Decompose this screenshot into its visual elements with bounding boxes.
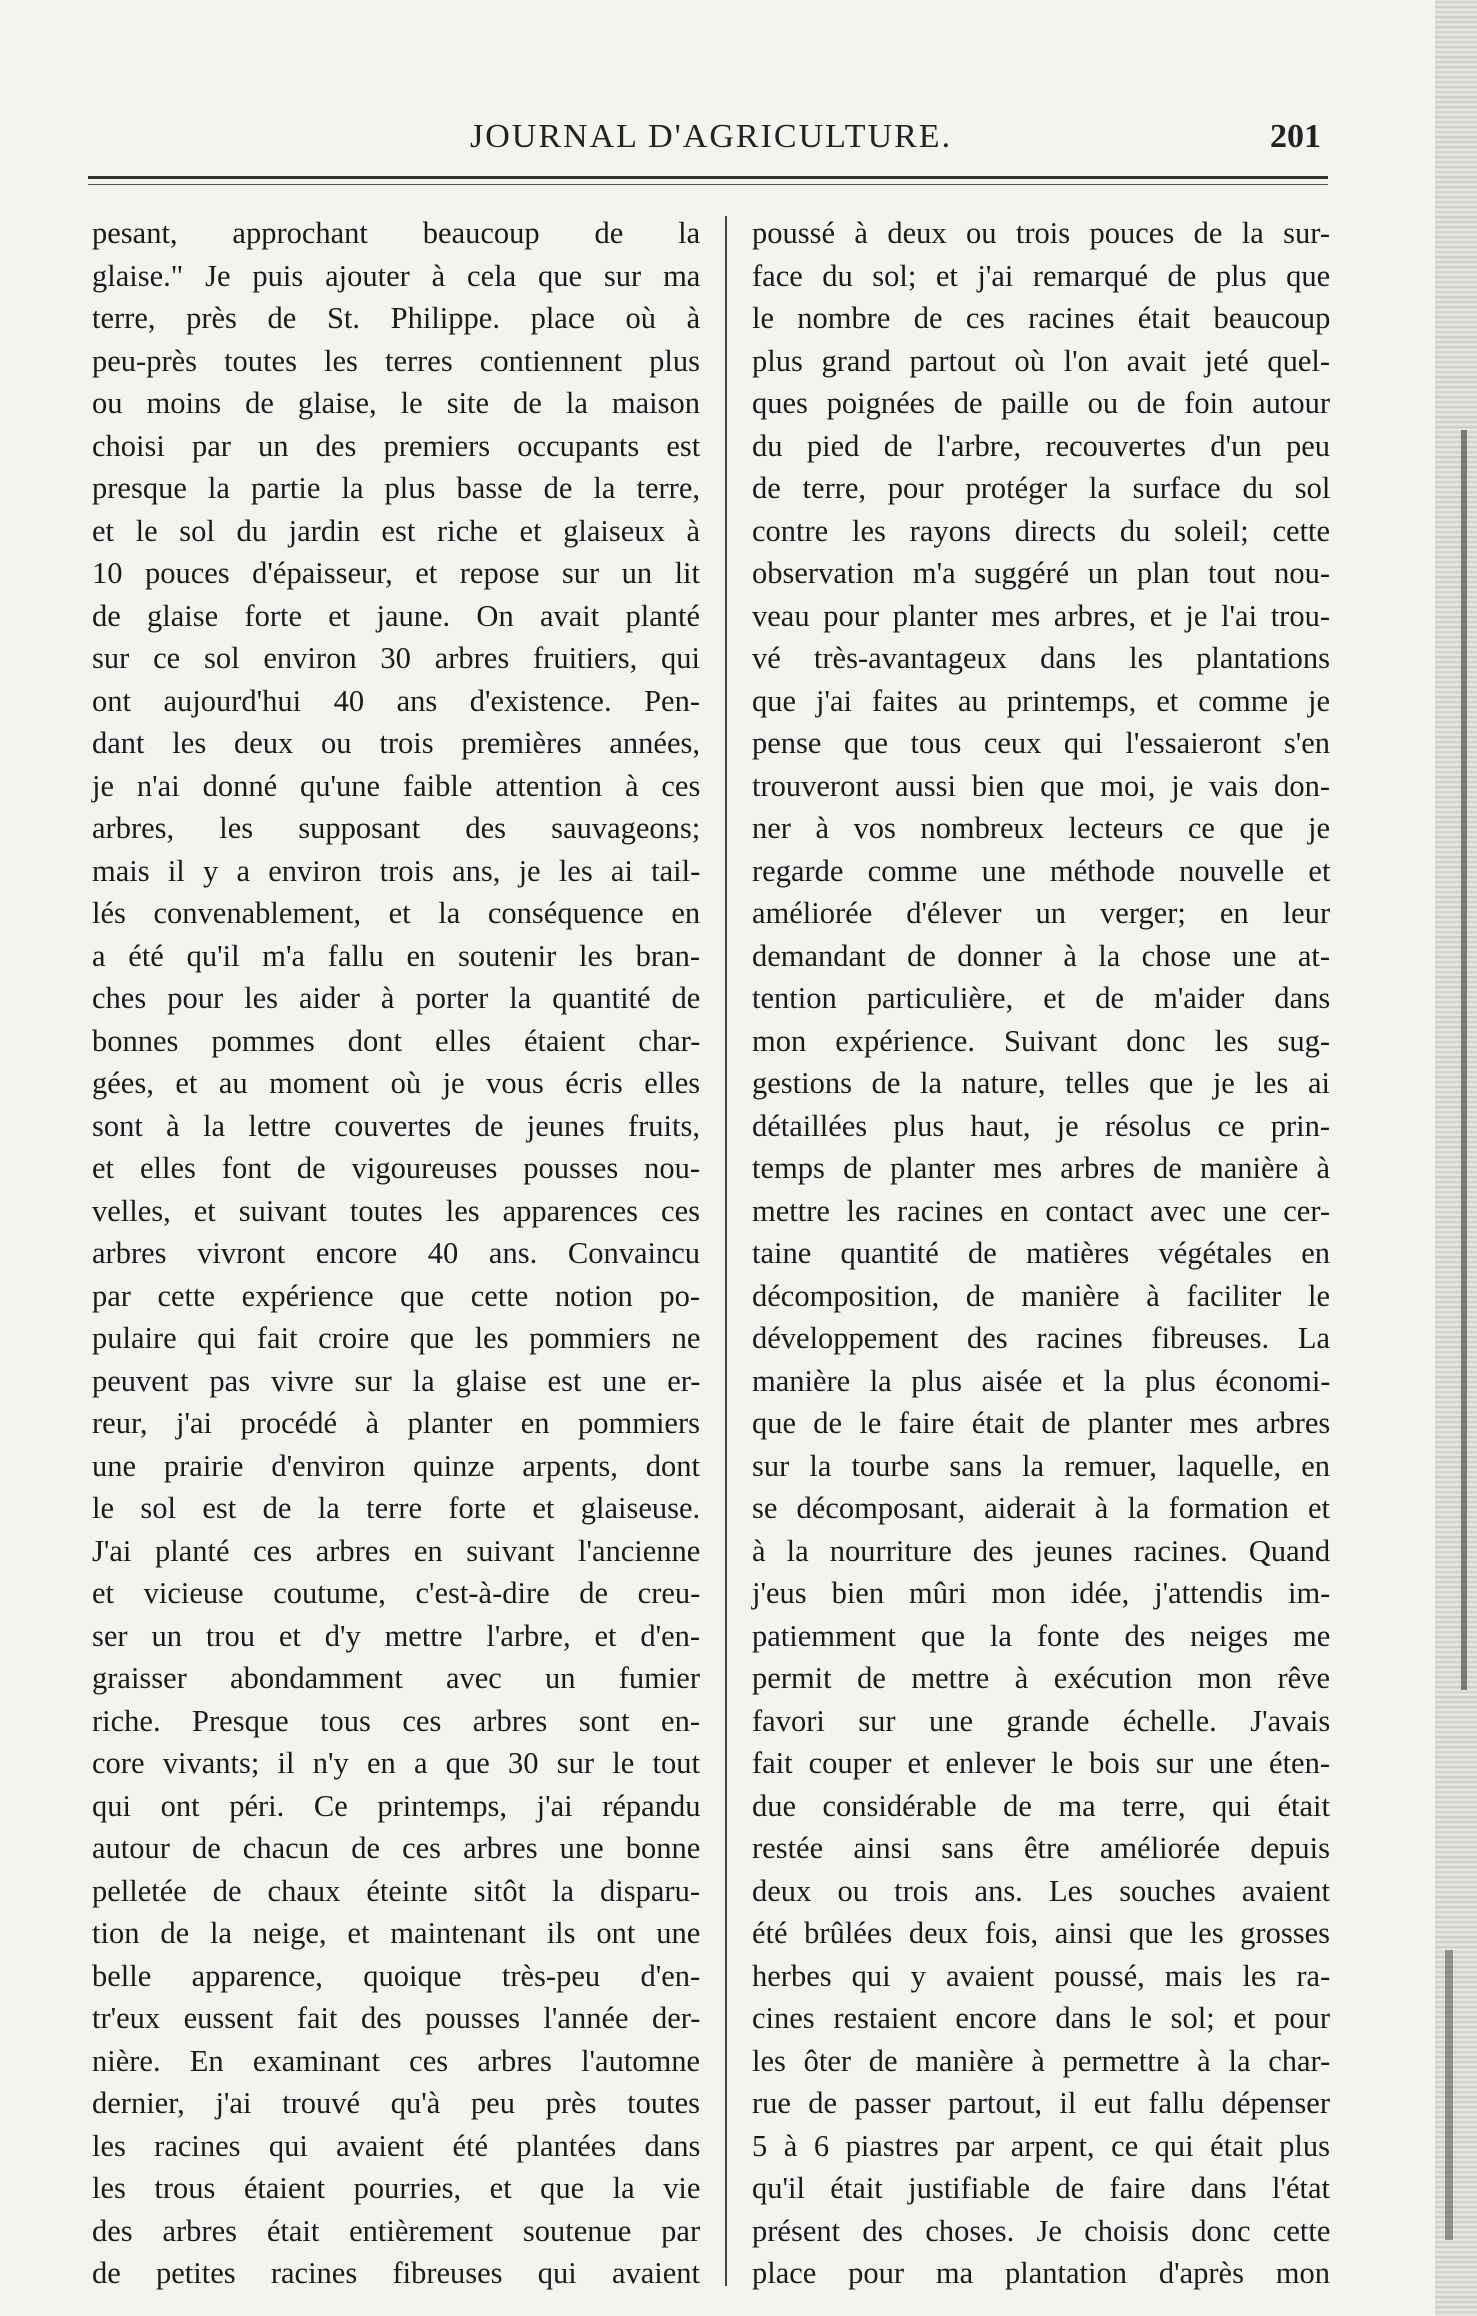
text-line: regarde comme une méthode nouvelle et [752,853,1331,888]
text-line: riche. Presque tous ces arbres sont en- [92,1703,700,1738]
text-line: des arbres était entièrement soutenue par [92,2213,701,2248]
text-line: reur, j'ai procédé à planter en pommiers [92,1406,700,1440]
text-line: décomposition, de manière à faciliter le [752,1278,1330,1313]
text-line: demandant de donner à la chose une at- [752,938,1330,973]
text-line: cines restaient encore dans le sol; et pour [752,2001,1330,2035]
text-line: du pied de l'arbre, recouvertes d'un peu [752,428,1330,463]
text-line: arbres, les supposant des sauvageons; [92,811,701,845]
text-line: et elles font de vigoureuses pousses nou- [92,1151,701,1185]
text-line: vé très-avantageux dans les plantations [752,641,1330,675]
text-line: été brûlées deux fois, ainsi que les grosses [752,1916,1330,1950]
text-line: et le sol du jardin est riche et glaiseux à [92,513,700,548]
text-line: à la nourriture des jeunes racines. Quand [752,1533,1331,1568]
text-line: presque la partie la plus basse de la terre, [92,471,700,505]
text-line: contre les rayons directs du soleil; cette [752,513,1331,548]
text-line: velles, et suivant toutes les apparences ces [92,1193,700,1228]
text-line: gestions de la nature, telles que je les ai [752,1066,1330,1100]
text-line: les ôter de manière à permettre à la char- [752,2043,1331,2078]
text-line: que de le faire était de planter mes arbres [752,1406,1331,1440]
text-line: autour de chacun de ces arbres une bonne [92,1831,701,1865]
text-line: bonnes pommes dont elles étaient char- [92,1023,701,1058]
text-line: les racines qui avaient été plantées dans [92,2128,701,2163]
text-line: due considérable de ma terre, qui était [752,1788,1330,1823]
text-line: peuvent pas vivre sur la glaise est une er- [92,1363,701,1398]
text-line: développement des racines fibreuses. La [752,1321,1330,1355]
text-line: et vicieuse coutume, c'est-à-dire de creu- [92,1576,701,1610]
text-line: gées, et au moment où je vous écris elles [92,1066,701,1100]
text-line: sur la tourbe sans la remuer, laquelle, en [752,1448,1330,1483]
text-line: se décomposant, aiderait à la formation et [752,1491,1330,1525]
text-line: pesant, approchant beaucoup de la [92,216,701,250]
text-line: manière la plus aisée et la plus économi- [752,1363,1331,1398]
text-line: le sol est de la terre forte et glaiseuse. [92,1491,701,1525]
text-line: qui ont péri. Ce printemps, j'ai répandu [92,1788,701,1823]
text-line: a été qu'il m'a fallu en soutenir les bran- [92,938,700,973]
scan-edge-mark [1445,1950,1453,2240]
right-column [752,212,1330,2295]
text-line: 10 pouces d'épaisseur, et repose sur un lit [92,556,701,590]
text-line: ner à vos nombreux lecteurs ce que je [752,811,1330,845]
text-line: place pour ma plantation d'après mon [752,2256,1330,2290]
text-line: choisi par un des premiers occupants est [92,428,701,463]
text-line: temps de planter mes arbres de manière à [752,1151,1330,1185]
page-number: 201 [1270,118,1321,155]
text-line: pulaire qui fait croire que les pommiers ne [92,1321,701,1355]
text-line: herbes qui y avaient poussé, mais les ra- [752,1958,1331,1993]
text-line: les trous étaient pourries, et que la vie [92,2171,701,2205]
text-line: J'ai planté ces arbres en suivant l'ancienne [92,1533,701,1568]
text-line: deux ou trois ans. Les souches avaient [752,1873,1330,1908]
text-line: plus grand partout où l'on avait jeté quel- [752,343,1330,378]
text-line: face du sol; et j'ai remarqué de plus que [752,258,1331,293]
text-line: qu'il était justifiable de faire dans l'état [752,2171,1330,2205]
text-line: patiemment que la fonte des neiges me [752,1618,1331,1653]
text-line: j'eus bien mûri mon idée, j'attendis im- [752,1576,1331,1610]
text-line: ont aujourd'hui 40 ans d'existence. Pen- [92,683,700,718]
text-line: rue de passer partout, il eut fallu dépenser [752,2086,1330,2120]
text-line: observation m'a suggéré un plan tout nou- [752,556,1331,590]
text-line: mettre les racines en contact avec une cer- [752,1193,1331,1228]
text-line: tion de la neige, et maintenant ils ont une [92,1916,701,1950]
text-line: terre, près de St. Philippe. place où à [92,301,701,335]
header-rule-thin [88,184,1328,185]
text-line: détaillées plus haut, je résolus ce prin- [752,1108,1330,1143]
text-line: sont à la lettre couvertes de jeunes fruits, [92,1108,700,1143]
text-line: pelletée de chaux éteinte sitôt la disparu- [92,1873,700,1908]
text-line: taine quantité de matières végétales en [752,1236,1330,1270]
text-line: tr'eux eussent fait des pousses l'année der- [92,2001,701,2035]
text-line: dernier, j'ai trouvé qu'à peu près toutes [92,2086,700,2120]
text-line: restée ainsi sans être améliorée depuis [752,1831,1330,1865]
text-line: par cette expérience que cette notion po- [92,1278,700,1313]
text-line: poussé à deux ou trois pouces de la sur- [752,216,1330,250]
text-line: trouveront aussi bien que moi, je vais don- [752,768,1331,803]
text-line: belle apparence, quoique très-peu d'en- [92,1958,701,1993]
text-line: dant les deux ou trois premières années, [92,726,701,760]
text-line: graisser abondamment avec un fumier [92,1661,700,1695]
running-title: JOURNAL D'AGRICULTURE. [470,118,953,155]
text-line: améliorée d'élever un verger; en leur [752,896,1331,930]
text-line: fait couper et enlever le bois sur une éten- [752,1746,1330,1780]
text-line: veau pour planter mes arbres, et je l'ai trou- [752,598,1330,633]
column-divider [725,216,727,2286]
text-line: je n'ai donné qu'une faible attention à ces [92,768,701,803]
text-line: ques poignées de paille ou de foin autour [752,386,1330,420]
text-line: lés convenablement, et la conséquence en [92,896,701,930]
text-line: arbres vivront encore 40 ans. Convaincu [92,1236,700,1270]
scan-edge [1435,0,1477,2316]
text-line: 5 à 6 piastres par arpent, ce qui était plus [752,2128,1330,2163]
scan-edge-mark [1461,430,1467,1690]
text-line: permit de mettre à exécution mon rêve [752,1661,1330,1695]
text-line: core vivants; il n'y en a que 30 sur le tout [92,1746,700,1780]
text-line: sur ce sol environ 30 arbres fruitiers, qui [92,641,700,675]
text-line: présent des choses. Je choisis donc cette [752,2213,1331,2248]
left-column [92,212,700,2295]
text-line: glaise." Je puis ajouter à cela que sur ma [92,258,701,293]
text-line: que j'ai faites au printemps, et comme je [752,683,1330,718]
text-line: tention particulière, et de m'aider dans [752,981,1331,1015]
text-line: de petites racines fibreuses qui avaient [92,2256,701,2290]
text-line: pense que tous ceux qui l'essaieront s'en [752,726,1330,760]
text-line: ser un trou et d'y mettre l'arbre, et d'en- [92,1618,701,1653]
header-rule-thick [88,176,1328,179]
text-line: ches pour les aider à porter la quantité de [92,981,701,1015]
text-line: le nombre de ces racines était beaucoup [752,301,1331,335]
text-line: de glaise forte et jaune. On avait planté [92,598,700,633]
text-line: mais il y a environ trois ans, je les ai tail- [92,853,701,888]
text-line: peu-près toutes les terres contiennent plus [92,343,700,378]
text-line: favori sur une grande échelle. J'avais [752,1703,1331,1738]
text-line: mon expérience. Suivant donc les sug- [752,1023,1330,1058]
text-line: nière. En examinant ces arbres l'automne [92,2043,701,2078]
text-line: ou moins de glaise, le site de la maison [92,386,700,420]
text-line: une prairie d'environ quinze arpents, dont [92,1448,700,1483]
page-header [0,118,1477,178]
text-line: de terre, pour protéger la surface du sol [752,471,1331,505]
